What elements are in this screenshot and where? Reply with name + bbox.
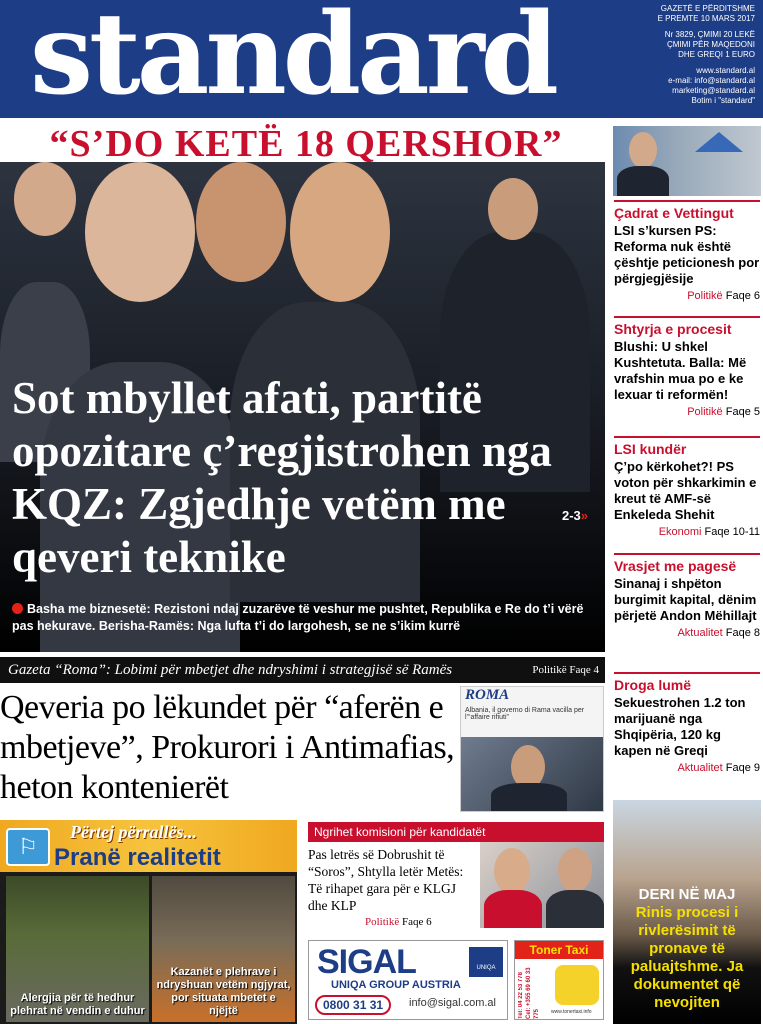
promo-box[interactable]: [0, 820, 297, 1024]
sidebar-story-head: Shtyrja e procesit: [614, 321, 732, 337]
divider: [614, 672, 760, 674]
info-line: ÇMIMI PËR MAQEDONI: [666, 40, 755, 49]
person-figure: [488, 178, 538, 240]
sidebar-bottom-story[interactable]: [613, 800, 761, 1024]
commission-text[interactable]: Pas letrës së Dobrushit të “Soros”, Shtylla letër Metës: Të rihapet gara për e KLGJ dhe KLP: [308, 847, 464, 913]
sigal-logo: SIGAL: [317, 943, 416, 981]
sidebar-story-ref: [614, 290, 760, 302]
sidebar-story-head: LSI kundër: [614, 441, 687, 457]
sigal-subtitle: UNIQA GROUP AUSTRIA: [331, 979, 461, 991]
person-figure: [629, 132, 657, 168]
info-line: Botim i "standard": [691, 96, 755, 105]
sidebar-story-ref: [614, 627, 760, 639]
sidebar-story-ref: [614, 526, 760, 538]
page-label: Faqe 9: [725, 762, 760, 774]
sidebar-story-text: Ç’po kërkohet?! PS voton për shkarkimin e kreut të AMF-së Enkeleda Shehit: [614, 459, 757, 522]
person-figure: [290, 162, 390, 302]
sidebar-bottom-line1: DERI NË MAJ: [638, 886, 736, 903]
page-label: Faqe 10-11: [704, 526, 760, 538]
roma-strip-text: Gazeta “Roma”: Lobimi për mbetjet dhe ndryshimi i strategjisë së Ramës: [8, 662, 453, 678]
promo-title-2: Pranë realitetit: [54, 844, 221, 871]
person-figure: [494, 848, 530, 894]
divider: [614, 200, 760, 202]
section-label: Ekonomi: [658, 526, 702, 538]
person-figure: [617, 166, 669, 196]
sidebar-story-text: Sinanaj i shpëton burgimit kapital, dënim përjetë Andon Mëhillajt: [614, 576, 757, 623]
masthead: [0, 0, 763, 118]
page-label: Faqe 4: [569, 664, 599, 676]
sidebar-story-ref: [614, 406, 760, 418]
divider: [614, 436, 760, 438]
sidebar-story[interactable]: [614, 558, 760, 639]
sidebar-story-text: LSI s’kursen PS: Reforma nuk është çështje peticionesh por përgjegjësije: [614, 223, 760, 286]
section-label: Politikë: [687, 406, 723, 418]
page-label: Faqe 5: [725, 406, 760, 418]
taxi-phones: Tel: 04 22 53 778 Cel: +355 69 60 33 775: [518, 967, 540, 1019]
main-subtitle-text: Basha me biznesetë: Rezistoni ndaj zuzarëve të veshur me pushtet, Republika e Re do t’i vërë pas hekurave. Berisha-Ramës: Nga lufta t’i do largohesh, se ne s’ikim kurrë: [12, 602, 584, 633]
sidebar-story[interactable]: [614, 441, 760, 538]
roma-thumb-text: Albania, il governo di Rama vacilla per l’“affaire rifiuti”: [465, 707, 585, 721]
banner-headline[interactable]: “S’DO KETË 18 QERSHOR”: [49, 123, 563, 165]
main-headline[interactable]: Sot mbyllet afati, partitë opozitare ç’regjistrohen nga KQZ: Zgjedhje vetëm me qeveri teknike: [12, 373, 552, 582]
roma-photo: [461, 737, 603, 811]
roma-thumbnail[interactable]: [460, 686, 604, 812]
info-line: marketing@standard.al: [672, 86, 755, 95]
section-label: Politikë: [687, 290, 723, 302]
person-figure: [484, 890, 542, 928]
sidebar-story-text: Sekuestrohen 1.2 ton marijuanë nga Shqipëria, 120 kg kapen në Greqi: [614, 695, 746, 758]
person-figure: [546, 890, 604, 928]
commission-strip[interactable]: Ngrihet komisioni për kandidatët: [308, 822, 604, 842]
promo-card[interactable]: [152, 876, 295, 1022]
main-subtitle: [12, 601, 602, 635]
roma-strip[interactable]: [0, 657, 605, 683]
sidebar-story[interactable]: [614, 677, 760, 774]
sidebar-story[interactable]: [614, 205, 760, 302]
roma-logo: ROMA: [465, 687, 510, 703]
promo-header: [0, 820, 297, 872]
sidebar-photo[interactable]: [613, 126, 761, 196]
sidebar-story-head: Droga lumë: [614, 677, 692, 693]
sidebar-story-text: Blushi: U shkel Kushtetuta. Balla: Më vrafshin mua po e ke lexuar ti reformën!: [614, 339, 747, 402]
page-number: 2-3: [562, 508, 581, 523]
uniqa-logo: UNIQA: [469, 947, 503, 977]
taxi-illustration: [555, 965, 599, 1005]
person-figure: [85, 162, 195, 302]
sigal-phone: 0800 31 31: [315, 995, 391, 1015]
sigal-ad[interactable]: [308, 940, 508, 1020]
section-label: Politikë: [365, 916, 400, 928]
page-label: Faqe 8: [725, 627, 760, 639]
sidebar-story-ref: [614, 762, 760, 774]
sigal-email: info@sigal.com.al: [409, 997, 496, 1009]
page-label: Faqe 6: [401, 916, 432, 928]
toner-taxi-ad[interactable]: [514, 940, 604, 1020]
taxi-title: Toner Taxi: [515, 941, 603, 959]
commission-page-ref: [365, 916, 432, 928]
sidebar-bottom-text: [613, 886, 761, 1012]
sidebar-story[interactable]: [614, 321, 760, 418]
page-reference[interactable]: [562, 508, 588, 523]
info-line: E PREMTE 10 MARS 2017: [657, 14, 755, 23]
info-line: DHE GREQI 1 EURO: [678, 50, 755, 59]
bullet-icon: [12, 603, 23, 614]
divider: [614, 316, 760, 318]
sidebar-story-head: Vrasjet me pagesë: [614, 558, 737, 574]
person-figure: [491, 783, 567, 812]
page-label: Faqe 6: [725, 290, 760, 302]
person-figure: [558, 848, 592, 892]
person-figure: [196, 162, 286, 282]
section-label: Aktualitet: [677, 762, 723, 774]
roma-headline[interactable]: Qeveria po lëkundet për “aferën e mbetjeve”, Prokurori i Antimafias, heton kontenierët: [0, 689, 455, 806]
promo-card-caption: Kazanët e plehrave i ndryshuan vetëm ngjyrat, por situata mbetet e njëjtë: [156, 966, 291, 1017]
arrow-icon: »: [580, 508, 589, 523]
roma-page-ref: [532, 657, 599, 683]
section-label: Politikë: [532, 664, 567, 676]
person-figure: [14, 162, 76, 236]
info-line: e-mail: info@standard.al: [668, 76, 755, 85]
section-label: Aktualitet: [677, 627, 723, 639]
masthead-info: [625, 4, 755, 106]
taxi-website: www.tonertaxi.info: [551, 1009, 592, 1015]
promo-card[interactable]: [6, 876, 149, 1022]
promo-title-1: Përtej përrallës...: [70, 822, 197, 842]
sidebar-story-head: Çadrat e Vettingut: [614, 205, 734, 221]
newspaper-logo[interactable]: standard: [30, 0, 555, 120]
tent-icon: [689, 132, 749, 152]
info-line: www.standard.al: [696, 66, 755, 75]
map-icon: ⚐: [6, 828, 50, 866]
info-line: Nr 3829, ÇMIMI 20 LEKË: [664, 30, 755, 39]
sidebar-bottom-line2: Rinis procesi i rivlerësimit të pronave të paluajtshme. Ja dokumentet që nevojiten: [630, 904, 744, 1011]
info-line: GAZETË E PËRDITSHME: [660, 4, 755, 13]
divider: [614, 553, 760, 555]
commission-photo[interactable]: [480, 842, 604, 928]
promo-card-caption: Alergjia për të hedhur plehrat në vendin e duhur: [10, 992, 145, 1017]
